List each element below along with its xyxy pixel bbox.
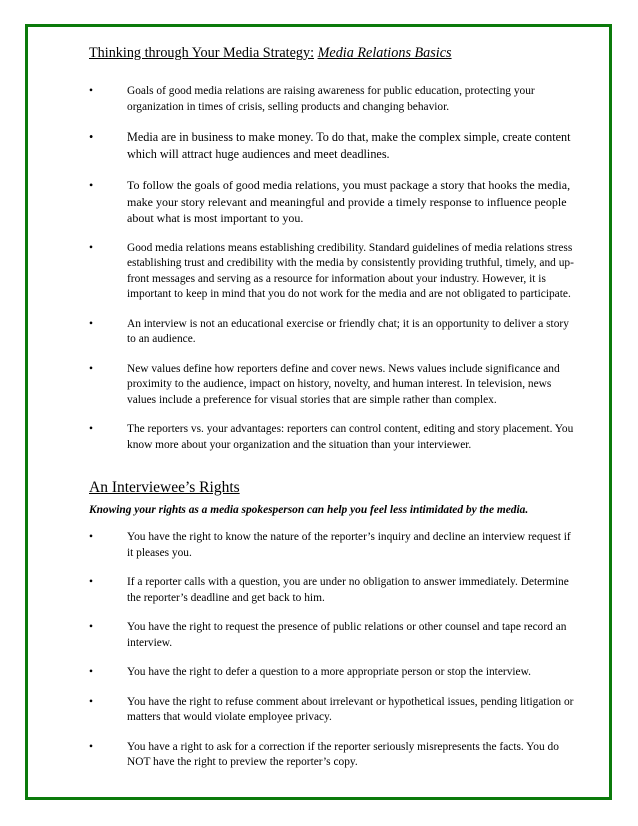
list-item-text: You have a right to ask for a correction if the reporter seriously misrepresents the facts. You do NOT have the right to preview the reporter’s copy. xyxy=(127,740,559,768)
list-item xyxy=(89,575,579,606)
bullet: • xyxy=(89,576,93,588)
bullet: • xyxy=(89,241,93,254)
bullet: • xyxy=(89,621,93,633)
list-item xyxy=(89,620,579,651)
bullet: • xyxy=(89,85,93,97)
list-item xyxy=(89,530,579,561)
list-item xyxy=(89,129,579,163)
list-item-text: Good media relations means establishing credibility. Standard guidelines of media relations stress establishing trust and credibility with the media by consistently providing truthful, timely, and up-front messages and serving as a resource for information about your industry. However, it is important to keep in mind that you do not work for the media and are not obligated to participate. xyxy=(127,241,574,300)
list-item-text: An interview is not an educational exercise or friendly chat; it is an opportunity to deliver a story to an audience. xyxy=(127,317,569,345)
list-item-text: New values define how reporters define and cover news. News values include significance and proximity to the audience, impact on history, novelty, and human interest. In television, news values include a preference for visual stories that are simple rather than complex. xyxy=(127,362,560,406)
bullet: • xyxy=(89,666,93,678)
rights-list xyxy=(89,530,579,771)
bullet: • xyxy=(89,423,93,435)
list-item xyxy=(89,362,579,409)
list-item xyxy=(89,695,579,726)
document-body xyxy=(89,44,579,771)
list-item xyxy=(89,740,579,771)
list-item-text: To follow the goals of good media relations, you must package a story that hooks the media, make your story relevant and meaningful and provide a timely response to influence people about what is most important to you. xyxy=(127,178,571,225)
list-item-text: Media are in business to make money. To do that, make the complex simple, create content which will attract huge audiences and meet deadlines. xyxy=(127,130,571,161)
list-item-text: You have the right to refuse comment about irrelevant or hypothetical issues, pending litigation or matters that would violate employee privacy. xyxy=(127,695,574,723)
list-item-text: You have the right to know the nature of the reporter’s inquiry and decline an interview request if it pleases you. xyxy=(127,531,571,559)
list-item-text: You have the right to request the presence of public relations or other counsel and tape record an interview. xyxy=(127,621,567,649)
list-item-text: If a reporter calls with a question, you are under no obligation to answer immediately. Determine the reporter’s deadline and get back to him. xyxy=(127,576,569,604)
bullet: • xyxy=(89,531,93,543)
list-item xyxy=(89,317,579,348)
bullet: • xyxy=(89,362,93,375)
bullet: • xyxy=(89,317,93,330)
bullet: • xyxy=(89,740,93,753)
list-item xyxy=(89,665,579,681)
title-prefix: Thinking through Your Media Strategy: xyxy=(89,45,315,61)
list-item xyxy=(89,177,579,227)
bullet: • xyxy=(89,178,94,192)
section-title-media-strategy xyxy=(89,44,579,62)
list-item-text: The reporters vs. your advantages: reporters can control content, editing and story placement. You know more about your organization and the situation than your interviewer. xyxy=(127,423,574,451)
list-item-text: Goals of good media relations are raising awareness for public education, protecting your organization in times of crisis, selling products and changing behavior. xyxy=(127,85,535,113)
section-title-interviewee-rights: An Interviewee’s Rights xyxy=(89,479,240,496)
title-italic: Media Relations Basics xyxy=(317,45,452,61)
list-item xyxy=(89,422,579,453)
media-basics-list xyxy=(89,84,579,453)
section-subtitle: Knowing your rights as a media spokesperson can help you feel less intimidated by the media. xyxy=(89,504,529,516)
list-item-text: You have the right to defer a question to a more appropriate person or stop the interview. xyxy=(127,666,531,678)
bullet: • xyxy=(89,130,94,144)
bullet: • xyxy=(89,695,93,708)
list-item xyxy=(89,241,579,303)
list-item xyxy=(89,84,579,115)
